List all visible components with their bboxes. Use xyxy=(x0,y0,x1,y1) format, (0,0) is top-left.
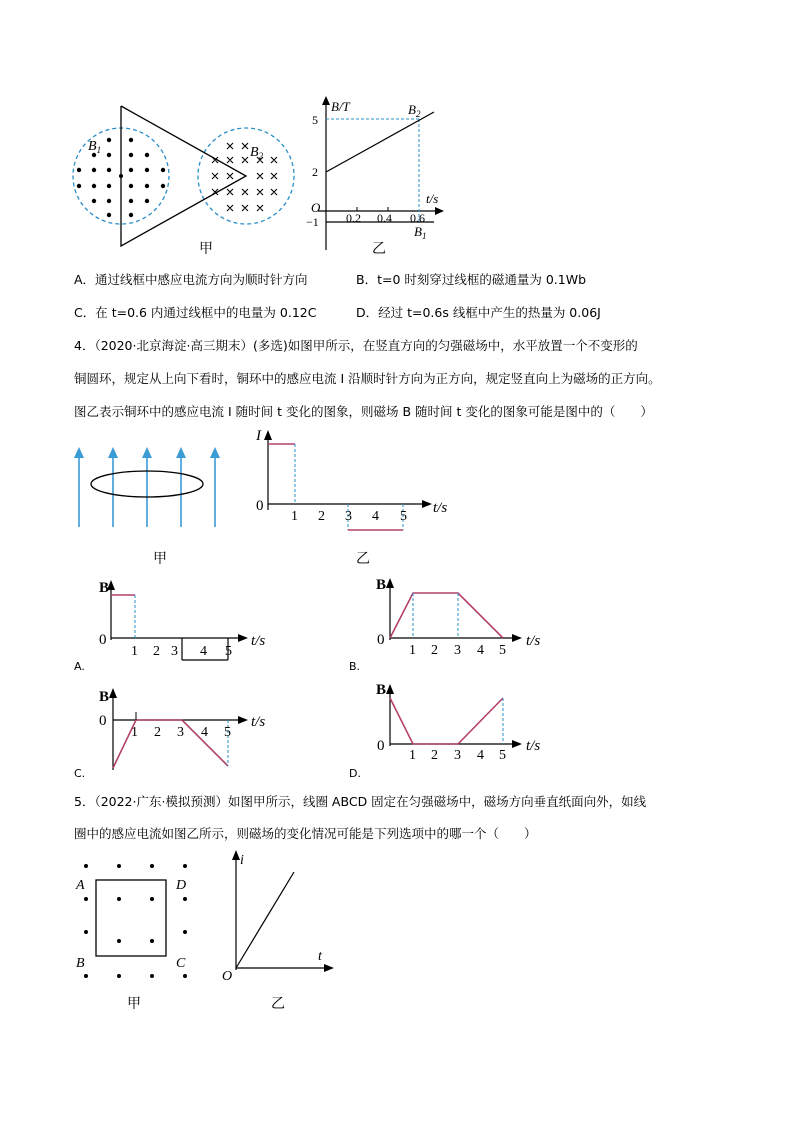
svg-text:t/s: t/s xyxy=(526,738,541,754)
svg-text:0: 0 xyxy=(256,498,264,514)
svg-text:t/s: t/s xyxy=(526,633,541,649)
svg-text:3: 3 xyxy=(454,643,461,658)
svg-text:2: 2 xyxy=(431,748,438,763)
svg-text:B: B xyxy=(99,689,110,705)
q5-dots xyxy=(84,864,187,978)
q4-option-a-label: A. xyxy=(74,660,85,673)
svg-text:t/s: t/s xyxy=(251,633,266,649)
svg-text:5: 5 xyxy=(400,509,407,524)
svg-text:B: B xyxy=(99,580,110,596)
svg-text:5: 5 xyxy=(225,644,232,659)
svg-text:5: 5 xyxy=(312,113,318,127)
svg-text:1: 1 xyxy=(409,643,416,658)
svg-text:3: 3 xyxy=(171,644,178,659)
svg-text:0: 0 xyxy=(377,738,385,754)
svg-text:1: 1 xyxy=(131,725,138,740)
svg-text:t/s: t/s xyxy=(433,500,448,516)
svg-text:0: 0 xyxy=(377,632,385,648)
svg-text:1: 1 xyxy=(409,748,416,763)
svg-text:4: 4 xyxy=(477,643,484,658)
svg-text:0.2: 0.2 xyxy=(346,211,361,225)
svg-text:B: B xyxy=(376,682,387,698)
svg-text:t/s: t/s xyxy=(426,191,439,206)
svg-text:4: 4 xyxy=(200,644,207,659)
svg-text:t/s: t/s xyxy=(251,714,266,730)
svg-text:2: 2 xyxy=(431,643,438,658)
svg-text:0: 0 xyxy=(99,632,107,648)
svg-text:0: 0 xyxy=(99,713,107,729)
svg-text:乙: 乙 xyxy=(271,997,285,1012)
svg-text:B: B xyxy=(76,956,85,971)
label-b2: $B_2$ xyxy=(250,145,264,161)
q3-option-b: B．t=0 时刻穿过线框的磁通量为 0.1Wb xyxy=(356,272,587,287)
q3-option-d: D．经过 t=0.6s 线框中产生的热量为 0.06J xyxy=(356,305,601,320)
q5-line-1: 5．（2022·广东·模拟预测）如图甲所示，线圈 ABCD 固定在匀强磁场中，磁场方向垂直纸面向外，如线 xyxy=(74,794,647,809)
svg-text:4: 4 xyxy=(477,748,484,763)
caption-yi-top: 乙 xyxy=(372,242,386,257)
q4-line-2: 铜圆环，规定从上向下看时，铜环中的感应电流 I 沿顺时针方向为正方向，规定竖直向上为磁场的正方向。 xyxy=(74,371,661,386)
q4-line-1: 4．（2020·北京海淀·高三期末）(多选)如图甲所示，在竖直方向的匀强磁场中，水平放置一个不变形的 xyxy=(74,338,638,353)
svg-text:2: 2 xyxy=(153,644,160,659)
svg-text:甲: 甲 xyxy=(153,552,167,567)
svg-text:3: 3 xyxy=(177,725,184,740)
svg-text:4: 4 xyxy=(372,509,379,524)
svg-text:0.4: 0.4 xyxy=(377,211,392,225)
q5-line-2: 圈中的感应电流如图乙所示，则磁场的变化情况可能是下列选项中的哪一个（ ） xyxy=(74,826,537,841)
svg-text:5: 5 xyxy=(224,725,231,740)
svg-text:−1: −1 xyxy=(306,215,319,229)
svg-text:甲: 甲 xyxy=(127,997,141,1012)
svg-text:O: O xyxy=(311,200,321,215)
q5-current-line xyxy=(236,872,294,968)
q4-line-3: 图乙表示铜环中的感应电流 I 随时间 t 变化的图象，则磁场 B 随时间 t 变化的图象可能是图中的（ ） xyxy=(74,404,653,419)
svg-text:t: t xyxy=(318,949,322,964)
q4-option-d-label: D. xyxy=(349,767,361,780)
caption-jia-top: 甲 xyxy=(199,242,213,257)
svg-text:0.6: 0.6 xyxy=(410,211,425,225)
coil-abcd xyxy=(96,880,166,956)
svg-text:5: 5 xyxy=(499,748,506,763)
svg-text:2: 2 xyxy=(318,509,325,524)
svg-text:1: 1 xyxy=(291,509,298,524)
svg-text:B1: $B_1$ xyxy=(414,224,427,241)
svg-text:C: C xyxy=(176,956,186,971)
svg-text:i: i xyxy=(240,853,244,868)
q3-option-a: A．通过线框中感应电流方向为顺时针方向 xyxy=(74,272,308,287)
svg-text:O: O xyxy=(222,969,233,984)
svg-text:B2: $B_2$ xyxy=(408,102,421,119)
svg-text:乙: 乙 xyxy=(356,552,370,567)
q3-option-c: C．在 t=0.6 内通过线框中的电量为 0.12C xyxy=(74,305,317,320)
svg-text:5: 5 xyxy=(499,643,506,658)
svg-text:I: I xyxy=(256,428,261,444)
q5-graph-i-vs-t xyxy=(222,850,334,984)
svg-text:D: D xyxy=(176,878,187,893)
q4-option-b-label: B. xyxy=(349,660,361,673)
svg-text:B/T: B/T xyxy=(331,99,350,114)
label-b1: $B_1$ xyxy=(88,139,102,155)
svg-text:1: 1 xyxy=(131,644,138,659)
q4-option-c-label: C. xyxy=(74,767,86,780)
svg-text:B: B xyxy=(376,577,387,593)
svg-text:4: 4 xyxy=(201,725,208,740)
svg-text:2: 2 xyxy=(154,725,161,740)
svg-text:A: A xyxy=(76,878,85,893)
svg-text:3: 3 xyxy=(345,509,352,524)
svg-text:3: 3 xyxy=(454,748,461,763)
svg-text:2: 2 xyxy=(312,165,318,179)
